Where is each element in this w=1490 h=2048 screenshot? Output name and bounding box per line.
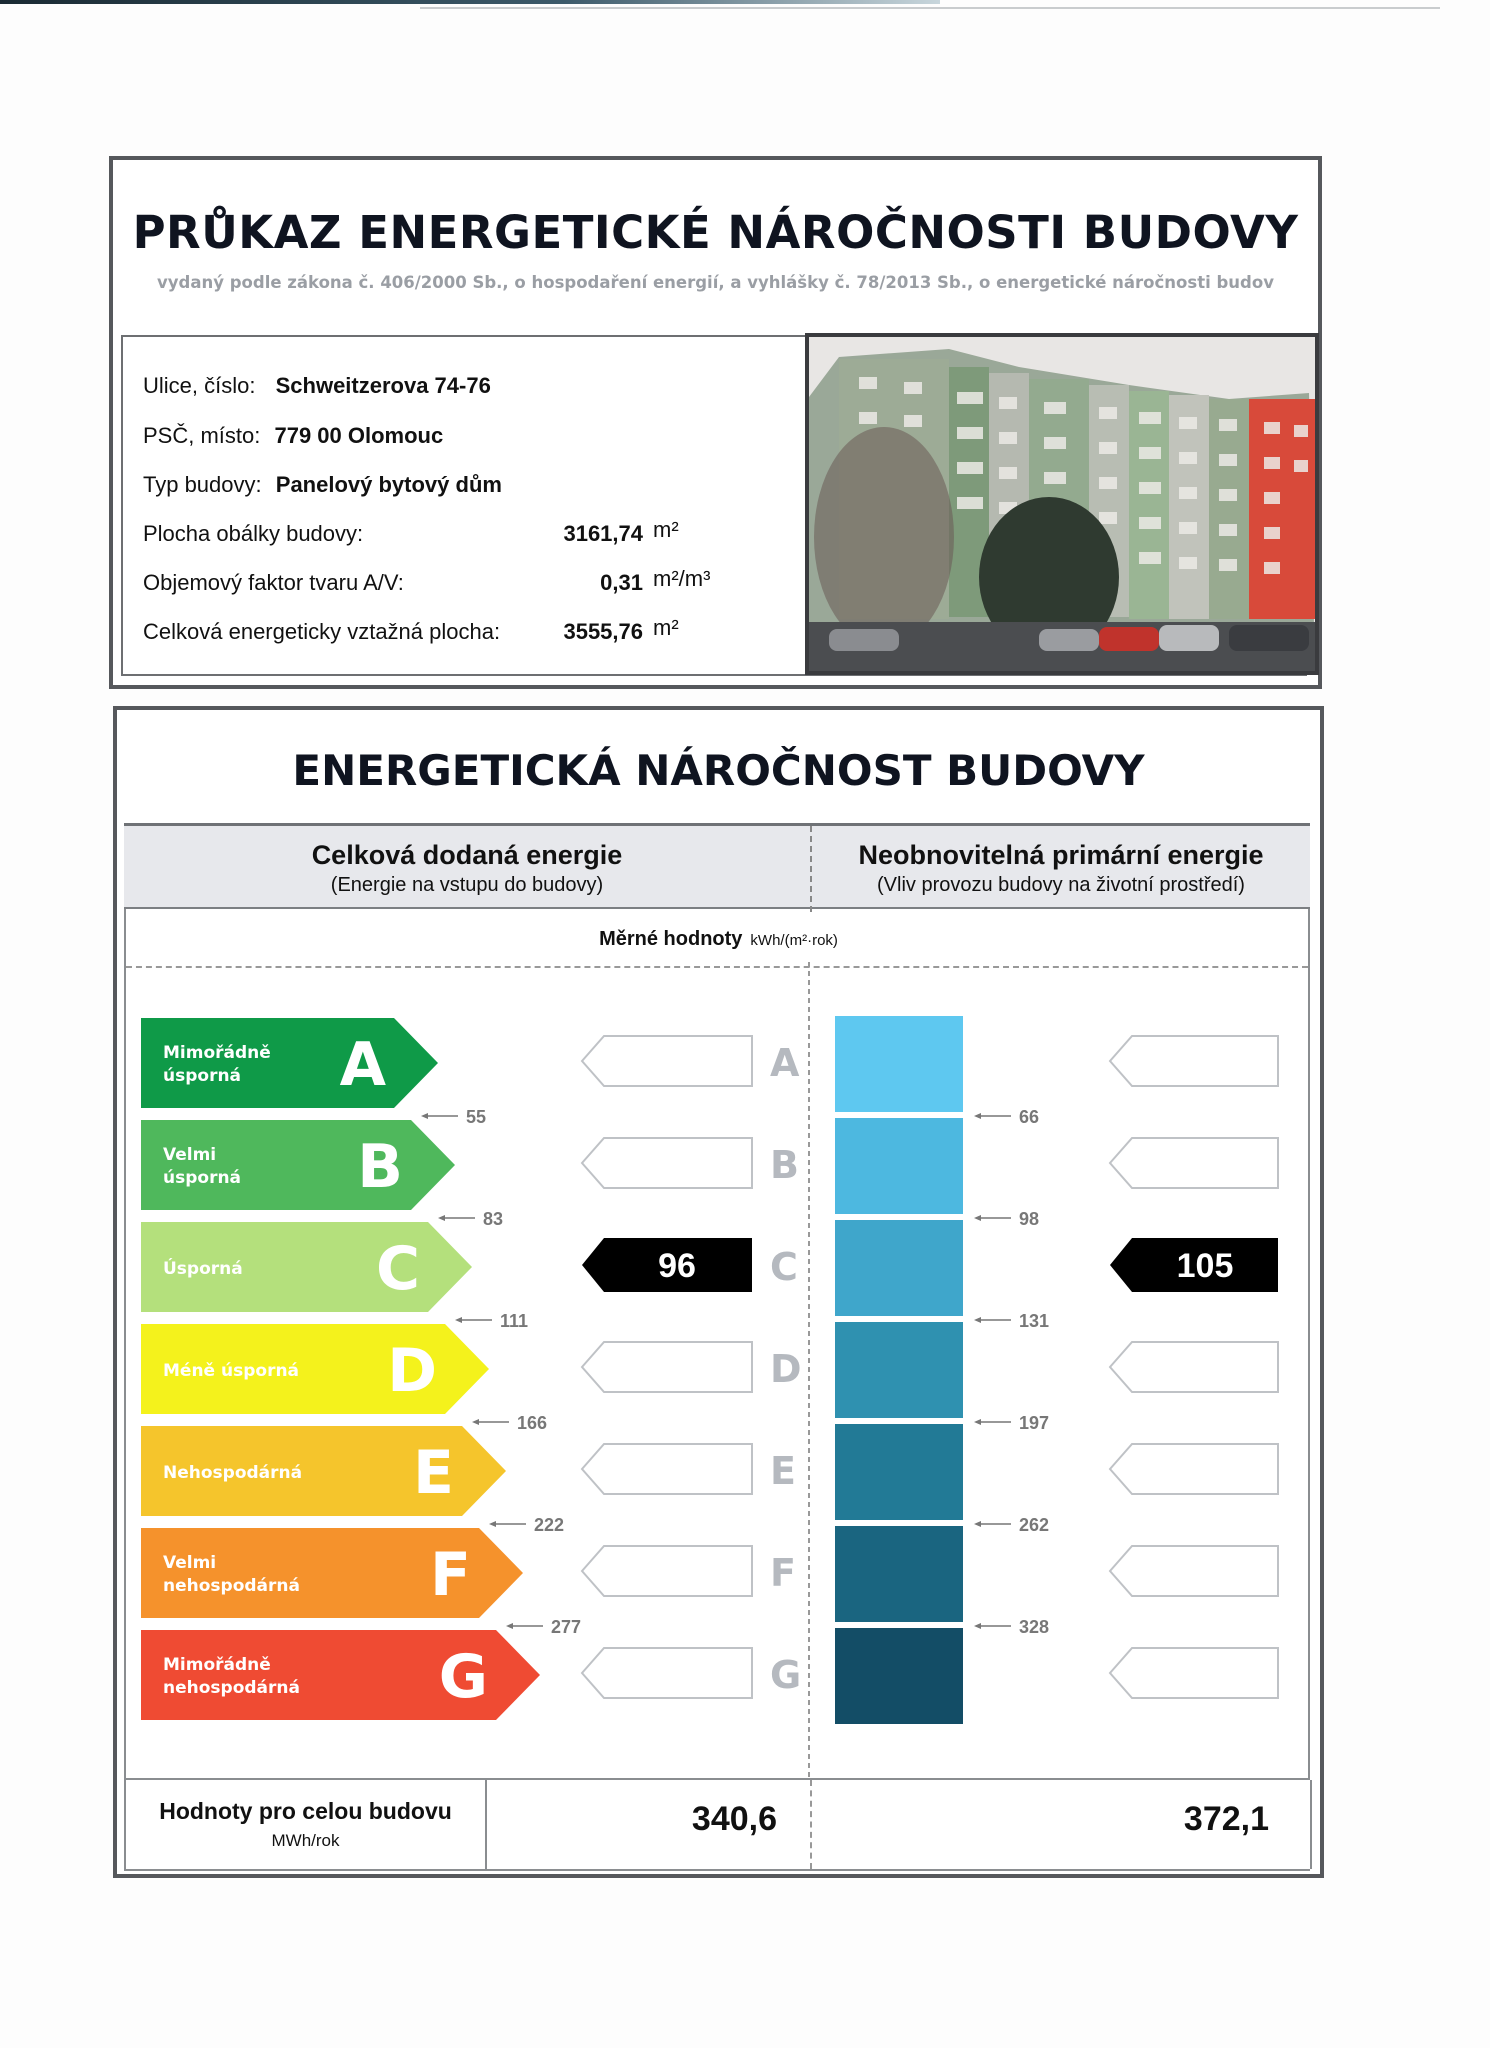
envelope-unit: m² xyxy=(653,517,679,542)
primary-scale-segment xyxy=(835,1016,963,1112)
type-label: Typ budovy: xyxy=(143,472,262,497)
delivered-threshold: 166 xyxy=(517,1413,548,1433)
building-info-box xyxy=(121,335,1307,676)
primary-threshold: 98 xyxy=(1019,1209,1040,1229)
info-row-area xyxy=(143,619,500,645)
class-bar-shape xyxy=(141,1018,438,1108)
primary-energy-subtitle: (Vliv provozu budovy na životní prostředí) xyxy=(877,874,1245,896)
street-value: Schweitzerova 74-76 xyxy=(275,373,491,398)
class-bar-d xyxy=(141,1324,489,1414)
building-photo xyxy=(805,333,1319,675)
threshold-arrow-head xyxy=(974,1419,981,1425)
threshold-arrow-head xyxy=(506,1623,513,1629)
threshold-arrow-head xyxy=(472,1419,479,1425)
info-row-type xyxy=(143,472,502,498)
certificate-subtitle: vydaný podle zákona č. 406/2000 Sb., o hospodaření energií, a vyhlášky č. 78/2013 Sb., o energetické náročnosti budov xyxy=(157,273,1274,292)
delivered-empty-arrow xyxy=(582,1648,752,1698)
class-name-line-1: Mimořádně xyxy=(163,1043,271,1063)
total-divider xyxy=(810,1780,812,1869)
primary-scale-segment xyxy=(835,1628,963,1724)
class-letter: G xyxy=(438,1642,488,1712)
envelope-label: Plocha obálky budovy: xyxy=(143,521,364,546)
class-name-line-1: Úsporná xyxy=(163,1259,243,1279)
specific-values-title: Měrné hodnoty xyxy=(599,928,743,950)
envelope-value-cell xyxy=(515,521,643,547)
primary-empty-arrow xyxy=(1110,1036,1278,1086)
info-row-street xyxy=(143,373,491,399)
primary-scale-segment xyxy=(835,1118,963,1214)
primary-scale-segment xyxy=(835,1322,963,1418)
threshold-arrow-head xyxy=(438,1215,445,1221)
scale-letter-a: A xyxy=(770,1041,800,1085)
scan-artifact-line xyxy=(0,0,940,4)
primary-value: 105 xyxy=(1176,1247,1234,1285)
delivered-threshold: 55 xyxy=(466,1107,487,1127)
primary-energy-title: Neobnovitelná primární energie xyxy=(858,840,1264,870)
class-name-line-2: nehospodárná xyxy=(163,1576,300,1596)
class-bar-e xyxy=(141,1426,506,1516)
primary-empty-arrow xyxy=(1110,1546,1278,1596)
scale-letter-f: F xyxy=(770,1551,796,1595)
area-value-cell xyxy=(515,619,643,645)
class-letter: A xyxy=(339,1030,386,1100)
scale-letter-b: B xyxy=(770,1143,799,1187)
delivered-threshold: 111 xyxy=(500,1311,529,1331)
threshold-arrow-head xyxy=(974,1623,981,1629)
class-bar-g xyxy=(141,1630,540,1720)
threshold-arrow-head xyxy=(421,1113,428,1119)
class-name-line-2: úsporná xyxy=(163,1066,242,1086)
info-row-shape xyxy=(143,570,404,596)
street-label: Ulice, číslo: xyxy=(143,373,256,398)
delivered-empty-arrow xyxy=(582,1546,752,1596)
info-row-city xyxy=(143,423,443,449)
primary-scale-segment xyxy=(835,1424,963,1520)
total-right-border xyxy=(1310,1780,1312,1869)
shape-unit: m²/m³ xyxy=(653,566,711,591)
specific-values-unit: kWh/(m²·rok) xyxy=(750,932,838,949)
delivered-threshold: 277 xyxy=(551,1617,582,1637)
class-bar-a xyxy=(141,1018,438,1108)
certificate-title: PRŮKAZ ENERGETICKÉ NÁROČNOSTI BUDOVY xyxy=(132,206,1299,259)
primary-threshold: 66 xyxy=(1019,1107,1040,1127)
envelope-value: 3161,74 xyxy=(563,521,643,546)
threshold-arrow-head xyxy=(974,1317,981,1323)
delivered-empty-arrow xyxy=(582,1342,752,1392)
class-name-line-2: nehospodárná xyxy=(163,1678,300,1698)
class-name-line-1: Mimořádně xyxy=(163,1655,271,1675)
primary-empty-arrow xyxy=(1110,1342,1278,1392)
class-bar-b xyxy=(141,1120,455,1210)
scale-letter-c: C xyxy=(770,1245,798,1289)
class-bar-c xyxy=(141,1222,472,1312)
type-value: Panelový bytový dům xyxy=(275,472,502,497)
threshold-arrow-head xyxy=(974,1215,981,1221)
primary-threshold: 328 xyxy=(1019,1617,1050,1637)
class-letter: E xyxy=(413,1438,454,1508)
primary-threshold: 262 xyxy=(1019,1515,1050,1535)
threshold-arrow-head xyxy=(974,1521,981,1527)
city-value: 779 00 Olomouc xyxy=(274,423,444,448)
delivered-empty-arrow xyxy=(582,1444,752,1494)
class-letter: C xyxy=(375,1234,420,1304)
whole-building-unit: MWh/rok xyxy=(271,1831,340,1850)
primary-scale-segment xyxy=(835,1526,963,1622)
shape-unit-cell xyxy=(653,566,710,592)
building-photo-image xyxy=(809,337,1315,671)
whole-building-row xyxy=(124,1778,1310,1871)
envelope-unit-cell xyxy=(653,517,679,543)
whole-building-label-cell xyxy=(124,1780,487,1869)
scale-letter-d: D xyxy=(770,1347,802,1391)
delivered-empty-arrow xyxy=(582,1138,752,1188)
area-label: Celková energeticky vztažná plocha: xyxy=(143,619,501,644)
primary-threshold: 131 xyxy=(1019,1311,1050,1331)
total-delivered-energy: 340,6 xyxy=(691,1800,777,1838)
rating-title: ENERGETICKÁ NÁROČNOST BUDOVY xyxy=(292,746,1145,795)
area-value: 3555,76 xyxy=(563,619,643,644)
class-name-line-1: Méně úsporná xyxy=(163,1361,300,1381)
primary-empty-arrow xyxy=(1110,1138,1278,1188)
class-name-line-1: Velmi xyxy=(163,1553,217,1573)
threshold-arrow-head xyxy=(974,1113,981,1119)
threshold-arrow-head xyxy=(489,1521,496,1527)
certificate-header-panel xyxy=(109,156,1322,689)
primary-scale-segment xyxy=(835,1220,963,1316)
shape-value: 0,31 xyxy=(600,570,643,595)
delivered-empty-arrow xyxy=(582,1036,752,1086)
scale-letter-g: G xyxy=(770,1653,802,1697)
area-unit-cell xyxy=(653,615,679,641)
primary-empty-arrow xyxy=(1110,1444,1278,1494)
class-name-line-1: Nehospodárná xyxy=(163,1463,303,1483)
class-name-line-2: úsporná xyxy=(163,1168,242,1188)
shape-label: Objemový faktor tvaru A/V: xyxy=(143,570,404,595)
delivered-threshold: 222 xyxy=(534,1515,565,1535)
delivered-energy-title: Celková dodaná energie xyxy=(311,840,623,870)
class-bar-shape xyxy=(141,1120,455,1210)
threshold-arrow-head xyxy=(455,1317,462,1323)
class-letter: F xyxy=(430,1540,471,1610)
scan-artifact-line xyxy=(420,7,1440,9)
energy-scale xyxy=(117,710,1320,1780)
primary-empty-arrow xyxy=(1110,1648,1278,1698)
delivered-threshold: 83 xyxy=(483,1209,504,1229)
class-bar-f xyxy=(141,1528,523,1618)
shape-value-cell xyxy=(515,570,643,596)
class-letter: B xyxy=(357,1132,403,1202)
delivered-value: 96 xyxy=(658,1247,696,1285)
primary-threshold: 197 xyxy=(1019,1413,1050,1433)
class-letter: D xyxy=(387,1336,437,1406)
scale-letter-e: E xyxy=(770,1449,796,1493)
delivered-energy-subtitle: (Energie na vstupu do budovy) xyxy=(330,874,604,896)
class-name-line-1: Velmi xyxy=(163,1145,217,1165)
info-row-envelope xyxy=(143,521,363,547)
area-unit: m² xyxy=(653,615,679,640)
city-label: PSČ, místo: xyxy=(143,423,261,448)
whole-building-label: Hodnoty pro celou budovu xyxy=(159,1798,452,1824)
energy-rating-panel xyxy=(113,706,1324,1878)
total-primary-energy: 372,1 xyxy=(1183,1800,1269,1838)
